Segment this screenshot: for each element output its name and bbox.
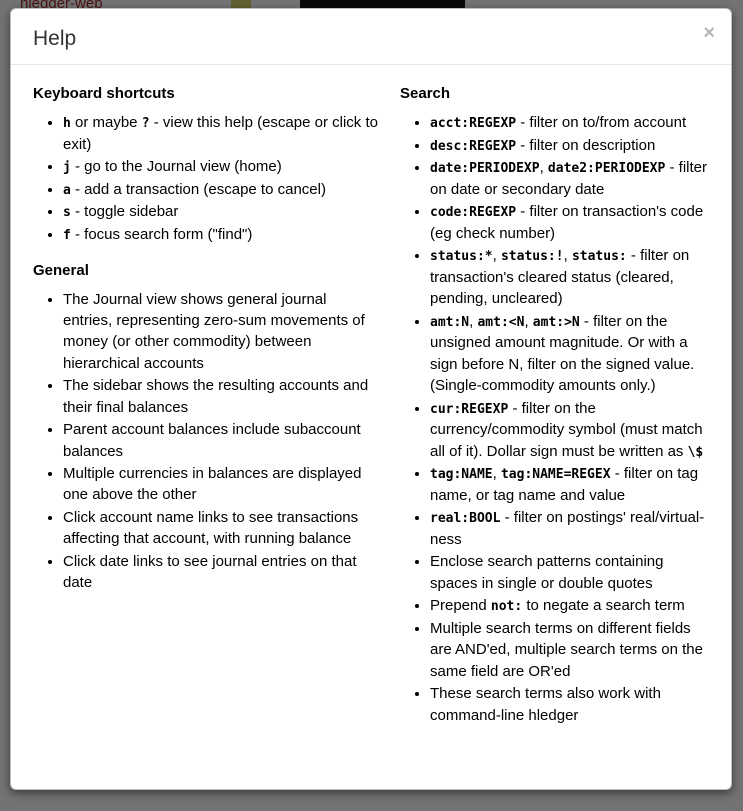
help-list-item: • desc:REGEXP - filter on description bbox=[430, 135, 711, 157]
code-token: not: bbox=[490, 599, 523, 615]
help-list-search bbox=[400, 112, 711, 726]
code-token: amt:<N bbox=[477, 314, 525, 330]
help-list-item: • f - focus search form ("find") bbox=[63, 224, 378, 246]
code-token: status:! bbox=[500, 249, 564, 265]
code-token: status: bbox=[571, 249, 627, 265]
code-token: status:* bbox=[430, 249, 493, 265]
help-column-right bbox=[400, 73, 711, 742]
help-list-item: • Enclose search patterns containing spaces in single or double quotes bbox=[430, 551, 711, 594]
help-column-left bbox=[33, 73, 378, 742]
help-list-item: • Prepend not: to negate a search term bbox=[430, 595, 711, 617]
help-list-item: • code:REGEXP - filter on transaction's code (eg check number) bbox=[430, 201, 711, 244]
code-token: date2:PERIODEXP bbox=[547, 161, 666, 177]
help-list-item: • acct:REGEXP - filter on to/from account bbox=[430, 112, 711, 134]
help-list-item: • s - toggle sidebar bbox=[63, 201, 378, 223]
code-token: s bbox=[63, 205, 71, 221]
help-list-item: • cur:REGEXP - filter on the currency/commodity symbol (must match all of it). Dollar sign must be written as \$ bbox=[430, 398, 711, 463]
help-list-item: • Parent account balances include subaccount balances bbox=[63, 419, 378, 462]
modal-header bbox=[11, 9, 731, 65]
help-list-item: • status:*, status:!, status: - filter on transaction's cleared status (cleared, pending, uncleared) bbox=[430, 245, 711, 309]
code-token: cur:REGEXP bbox=[430, 401, 509, 417]
help-list-item: • h or maybe ? - view this help (escape or click to exit) bbox=[63, 112, 378, 155]
code-token: amt:>N bbox=[532, 314, 580, 330]
section-heading-keyboard-shortcuts: Keyboard shortcuts bbox=[33, 85, 175, 103]
code-token: amt:N bbox=[430, 314, 470, 330]
code-token: date:PERIODEXP bbox=[430, 161, 540, 177]
help-list-item: • amt:N, amt:<N, amt:>N - filter on the unsigned amount magnitude. Or with a sign before N, filter on the signed value. (Single-commodity amounts only.) bbox=[430, 311, 711, 397]
code-token: h bbox=[63, 116, 71, 132]
help-list-item: • Click date links to see journal entries on that date bbox=[63, 551, 378, 594]
help-list-item: • The Journal view shows general journal entries, representing zero-sum movements of money (or other commodity) between hierarchical accounts bbox=[63, 289, 378, 375]
help-list-item: • tag:NAME, tag:NAME=REGEX - filter on tag name, or tag name and value bbox=[430, 463, 711, 506]
section-heading-general: General bbox=[33, 261, 89, 279]
help-list-keyboard-shortcuts bbox=[33, 112, 378, 245]
help-list-item: • These search terms also work with command-line hledger bbox=[430, 683, 711, 726]
code-token: \$ bbox=[687, 444, 704, 460]
help-list-item: • real:BOOL - filter on postings' real/virtual-ness bbox=[430, 507, 711, 550]
modal-body bbox=[11, 65, 731, 762]
close-icon[interactable]: × bbox=[703, 22, 715, 44]
help-list-item: • date:PERIODEXP, date2:PERIODEXP - filter on date or secondary date bbox=[430, 157, 711, 200]
help-list-item: • Click account name links to see transactions affecting that account, with running balance bbox=[63, 507, 378, 550]
help-list-item: • Multiple currencies in balances are displayed one above the other bbox=[63, 463, 378, 506]
code-token: tag:NAME=REGEX bbox=[500, 467, 611, 483]
code-token: tag:NAME bbox=[430, 467, 493, 483]
code-token: desc:REGEXP bbox=[430, 138, 517, 154]
help-list-item: • The sidebar shows the resulting accounts and their final balances bbox=[63, 375, 378, 418]
help-modal bbox=[10, 8, 732, 790]
code-token: a bbox=[63, 182, 71, 198]
code-token: acct:REGEXP bbox=[430, 116, 517, 132]
help-list-item: • a - add a transaction (escape to cancel) bbox=[63, 179, 378, 201]
help-list-item: • Multiple search terms on different fields are AND'ed, multiple search terms on the same field are OR'ed bbox=[430, 618, 711, 682]
modal-title: Help bbox=[33, 27, 77, 50]
code-token: ? bbox=[141, 116, 150, 132]
code-token: f bbox=[63, 227, 71, 243]
section-heading-search: Search bbox=[400, 85, 451, 103]
help-list-item: • j - go to the Journal view (home) bbox=[63, 156, 378, 178]
help-list-general bbox=[33, 289, 378, 594]
code-token: j bbox=[63, 160, 71, 176]
code-token: real:BOOL bbox=[430, 511, 501, 527]
code-token: code:REGEXP bbox=[430, 205, 517, 221]
